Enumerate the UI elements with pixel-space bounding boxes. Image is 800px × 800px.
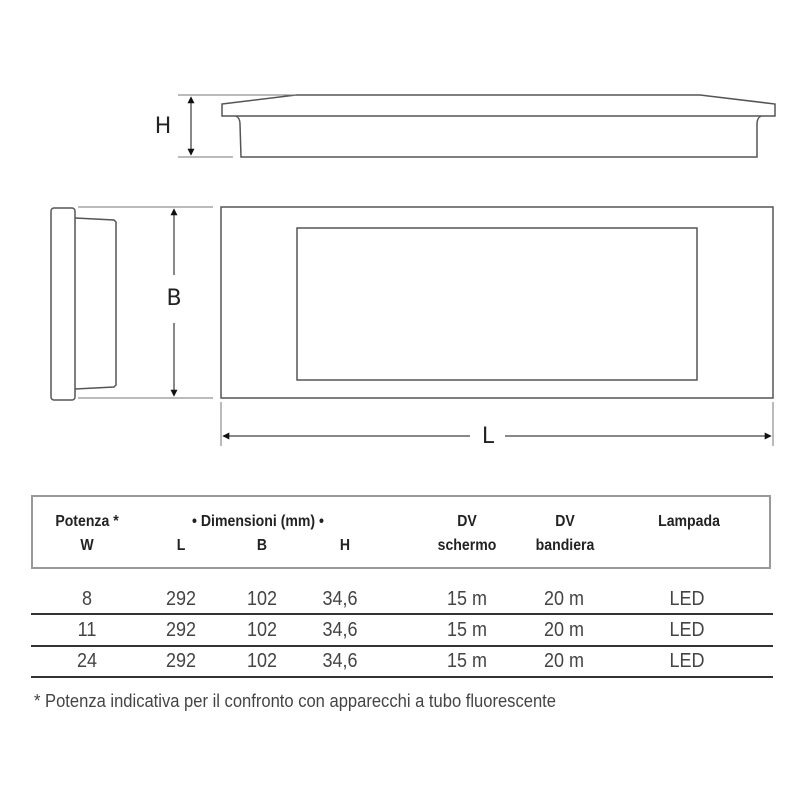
header-dv-screen-1: DV — [457, 513, 477, 530]
header-dim-b: B — [256, 537, 268, 554]
cell-dv-bandiera: 20 m — [543, 588, 585, 610]
cell-l: 292 — [165, 588, 197, 610]
header-dv-flag-1: DV — [555, 513, 575, 530]
row-divider — [31, 645, 773, 647]
cell-power: 11 — [77, 619, 97, 641]
cell-lampada: LED — [669, 619, 705, 641]
cell-h: 34,6 — [322, 650, 358, 672]
cell-h: 34,6 — [322, 619, 358, 641]
cell-dv-schermo: 15 m — [446, 650, 488, 672]
height-label: H — [154, 114, 172, 139]
row-divider — [31, 676, 773, 678]
header-lamp: Lampada — [658, 513, 720, 530]
cell-dv-bandiera: 20 m — [543, 650, 585, 672]
cell-lampada: LED — [669, 650, 705, 672]
length-label: L — [481, 424, 495, 449]
cell-l: 292 — [165, 619, 197, 641]
header-power-unit: W — [80, 537, 94, 554]
cell-l: 292 — [165, 650, 197, 672]
cell-b: 102 — [246, 588, 278, 610]
cell-power: 8 — [81, 588, 93, 610]
cell-dv-schermo: 15 m — [446, 588, 488, 610]
front-view — [221, 207, 773, 446]
footnote: * Potenza indicativa per il confronto con apparecchi a tubo fluorescente — [34, 691, 556, 711]
header-dim-h: H — [339, 537, 351, 554]
cell-dv-bandiera: 20 m — [543, 619, 585, 641]
header-dimensions: • Dimensioni (mm) • — [192, 513, 324, 530]
cell-b: 102 — [246, 619, 278, 641]
header-power: Potenza * — [55, 513, 119, 530]
header-dv-screen-2: schermo — [437, 537, 497, 554]
cell-dv-schermo: 15 m — [446, 619, 488, 641]
row-divider — [31, 613, 773, 615]
header-dim-l: L — [176, 537, 186, 554]
cell-b: 102 — [246, 650, 278, 672]
cell-h: 34,6 — [322, 588, 358, 610]
width-label: B — [166, 286, 182, 311]
side-view — [51, 207, 213, 400]
cell-lampada: LED — [669, 588, 705, 610]
profile-view — [178, 95, 775, 157]
header-dv-flag-2: bandiera — [535, 537, 595, 554]
cell-power: 24 — [76, 650, 98, 672]
